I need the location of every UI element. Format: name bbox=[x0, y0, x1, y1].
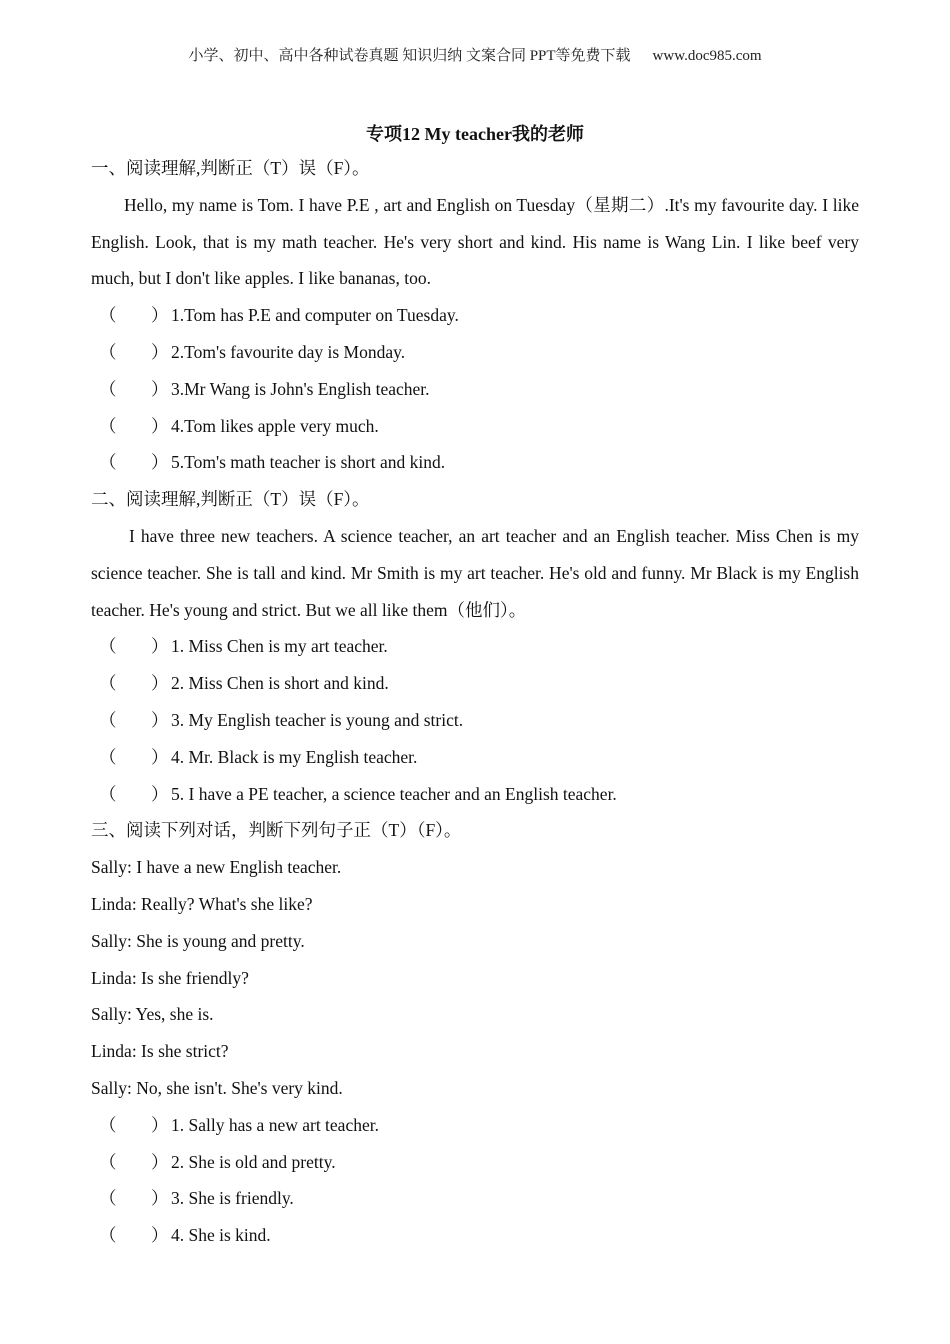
answer-paren-open: （ bbox=[99, 1151, 117, 1172]
header-text: 小学、初中、高中各种试卷真题 知识归纳 文案合同 PPT等免费下载 bbox=[188, 48, 631, 64]
section-3-heading: 三、阅读下列对话，判断下列句子正（T）（F）。 bbox=[91, 820, 462, 841]
answer-paren-close: ） bbox=[151, 415, 169, 436]
question-text: 2. She is old and pretty. bbox=[171, 1151, 336, 1172]
question-text: 1.Tom has P.E and computer on Tuesday. bbox=[171, 305, 459, 326]
question-text: 2. Miss Chen is short and kind. bbox=[171, 673, 389, 694]
section-2-passage: I have three new teachers. A science teacher, an art teacher and an English teacher. Miss Chen is my science teacher. She is tall and kind. Mr Smith is my art teacher. He's old and funny. Mr Black is my English teacher. He's young and strict. But we all like them（他们）。 bbox=[91, 525, 859, 620]
answer-paren-open: （ bbox=[99, 1225, 117, 1246]
answer-paren-open: （ bbox=[99, 1188, 117, 1209]
question-row bbox=[91, 297, 859, 334]
answer-paren-close: ） bbox=[151, 783, 169, 804]
dialogue-line: Sally: I have a new English teacher. bbox=[91, 857, 342, 878]
question-text: 1. Miss Chen is my art teacher. bbox=[171, 636, 388, 657]
question-row bbox=[91, 1180, 859, 1217]
question-row bbox=[91, 665, 859, 702]
question-text: 2.Tom's favourite day is Monday. bbox=[171, 341, 406, 362]
question-text: 5. I have a PE teacher, a science teacher and an English teacher. bbox=[171, 783, 617, 804]
answer-paren-close: ） bbox=[151, 1225, 169, 1246]
question-row bbox=[91, 334, 859, 371]
question-text: 3. My English teacher is young and strict. bbox=[171, 709, 464, 730]
dialogue-line: Linda: Is she friendly? bbox=[91, 967, 249, 988]
answer-paren-open: （ bbox=[99, 746, 117, 767]
answer-paren-close: ） bbox=[151, 1151, 169, 1172]
answer-paren-open: （ bbox=[99, 783, 117, 804]
answer-paren-open: （ bbox=[99, 415, 117, 436]
page-header bbox=[0, 44, 950, 65]
dialogue-line: Linda: Is she strict? bbox=[91, 1041, 229, 1062]
question-row bbox=[91, 628, 859, 665]
answer-paren-open: （ bbox=[99, 341, 117, 362]
question-row bbox=[91, 702, 859, 739]
answer-paren-close: ） bbox=[151, 341, 169, 362]
answer-paren-close: ） bbox=[151, 709, 169, 730]
question-row bbox=[91, 739, 859, 776]
header-site: www.doc985.com bbox=[652, 48, 762, 64]
dialogue-line: Sally: Yes, she is. bbox=[91, 1004, 214, 1025]
answer-paren-open: （ bbox=[99, 636, 117, 657]
section-2-heading: 二、阅读理解,判断正（T）误（F）。 bbox=[91, 489, 370, 510]
question-row bbox=[91, 1144, 859, 1181]
answer-paren-close: ） bbox=[151, 636, 169, 657]
answer-paren-close: ） bbox=[151, 378, 169, 399]
answer-paren-close: ） bbox=[151, 673, 169, 694]
worksheet-title: 专项12 My teacher我的老师 bbox=[366, 124, 584, 144]
answer-paren-open: （ bbox=[99, 709, 117, 730]
question-text: 4. Mr. Black is my English teacher. bbox=[171, 746, 418, 767]
answer-paren-open: （ bbox=[99, 378, 117, 399]
question-row bbox=[91, 776, 859, 813]
question-row bbox=[91, 371, 859, 408]
answer-paren-close: ） bbox=[151, 452, 169, 473]
section-1-heading: 一、阅读理解,判断正（T）误（F）。 bbox=[91, 158, 370, 178]
dialogue-line: Sally: She is young and pretty. bbox=[91, 930, 305, 951]
answer-paren-open: （ bbox=[99, 1114, 117, 1135]
answer-paren-open: （ bbox=[99, 305, 117, 326]
question-text: 4. She is kind. bbox=[171, 1225, 271, 1246]
dialogue-line: Sally: No, she isn't. She's very kind. bbox=[91, 1077, 343, 1098]
worksheet-content bbox=[91, 150, 859, 1254]
question-text: 5.Tom's math teacher is short and kind. bbox=[171, 452, 446, 473]
question-row bbox=[91, 1107, 859, 1144]
answer-paren-close: ） bbox=[151, 305, 169, 326]
question-text: 1. Sally has a new art teacher. bbox=[171, 1114, 379, 1135]
question-text: 3. She is friendly. bbox=[171, 1188, 294, 1209]
section-1-passage: Hello, my name is Tom. I have P.E , art and English on Tuesday（星期二）.It's my favourite day. I like English. Look, that is my math teacher. He's very short and kind. His name is Wang Lin. I like beef very much, but I don't like apples. I like bananas, too. bbox=[91, 194, 859, 289]
answer-paren-open: （ bbox=[99, 673, 117, 694]
answer-paren-close: ） bbox=[151, 746, 169, 767]
question-text: 3.Mr Wang is John's English teacher. bbox=[171, 378, 430, 399]
question-row bbox=[91, 444, 859, 481]
answer-paren-close: ） bbox=[151, 1188, 169, 1209]
dialogue-line: Linda: Really? What's she like? bbox=[91, 893, 313, 914]
answer-paren-close: ） bbox=[151, 1114, 169, 1135]
question-row bbox=[91, 408, 859, 445]
answer-paren-open: （ bbox=[99, 452, 117, 473]
question-row bbox=[91, 1217, 859, 1254]
question-text: 4.Tom likes apple very much. bbox=[171, 415, 379, 436]
